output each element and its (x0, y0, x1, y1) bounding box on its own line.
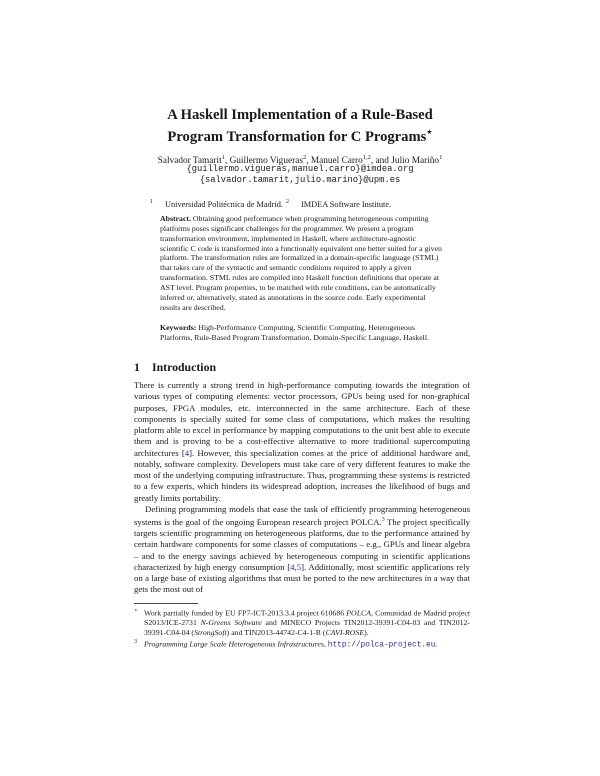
intro-body (134, 380, 470, 596)
abstract-label: Abstract. (160, 214, 191, 223)
footnote-funding: ⋆ Work partially funded by EU FP7-ICT-2013.3.4 project 610686 POLCA, Comunidad de Madrid project S2013/ICE-2731 N-Greens Software and MINECO Projects TIN2012-39391-C04-03 and TIN2012-39391-C04-04 (StrongSoft) and TIN2013-44742-C4-1-R (CAVI-ROSE). (134, 608, 471, 638)
abstract (160, 214, 446, 312)
citation-link[interactable]: 4,5 (290, 561, 302, 572)
email-line: {guillermo.vigueras,manuel.carro}@imdea.org (186, 164, 414, 174)
footnotes (134, 607, 470, 651)
author-list: Salvador Tamarit$^1$, Guillermo Vigueras$^2$, Manuel Carro$^{1,2}$, and Julio Mariño$^1$ (157, 154, 443, 167)
paragraph: There is currently a strong trend in high-performance computing towards the integration of various types of computing elements: vector processors, GPUs being used for non-graphical purposes, FPGA modules, etc. interconnected in the same architecture. Each of these components is specially suited for some class of computations, which makes the resulting platform able to excel in performance by mapping computations to the unit best able to execute them and is proving to be a cost-effective alternative to more traditional supercomputing architectures [4]. However, this specialization comes at the price of additional hardware and, notably, software complexity. Developers must take care of very different features to make the most of the underlying computing infrastructure. Thus, programming these systems is restricted to a few experts, which hinders its widespread adoption, increases the likelihood of bugs and greatly limits portability. (134, 380, 471, 503)
footnote-ref[interactable]: 3 (381, 517, 385, 523)
section-heading (134, 360, 474, 374)
paper-title: A Haskell Implementation of a Rule-Based Program Transformation for C Programs⋆ (167, 107, 433, 145)
paragraph: Defining programming models that ease the task of efficiently programming heterogeneous systems is the goal of the ongoing European research project POLCA.$^3$ The project specifically targets scientific programming on heterogeneous platforms, due to the performance attained by certain hardware components for some classes of computations – e.g., GPUs and linear algebra – and to the energy savings achieved by heterogeneous computing in scientific applications characterized by high energy consumption [4,5]. Additionally, most scientific applications rely on a large base of existing algorithms that must be ported to the new architectures in a way that gets the most out of (134, 503, 470, 595)
affiliation-2: $^2$ IMDEA Software Institute. (286, 199, 392, 209)
title-footnote-marker: ⋆ (426, 127, 433, 138)
author-name: Julio Mariño (391, 156, 440, 167)
section-title: Introduction (152, 360, 217, 374)
email-line: {salvador.tamarit,julio.marino}@upm.es (199, 175, 401, 185)
author-name: Guillermo Vigueras (229, 156, 303, 167)
affiliation-1: $^1$ Universidad Politécnica de Madrid. (150, 199, 283, 209)
keywords-text: High-Performance Computing, Scientific Computing, Heterogeneous Platforms, Rule-Based Program Transformation, Domain-Specific Language, Haskell. (160, 323, 429, 342)
keywords-label: Keywords: (160, 323, 197, 332)
footnote-divider (134, 603, 198, 604)
author-name: Salvador Tamarit (157, 156, 222, 167)
affiliations (150, 197, 450, 210)
abstract-text: Obtaining good performance when programming heterogeneous computing platforms poses significant challenges for the programmer. We present a program transformation environment, implemented in Haskell, where architecture-agnostic scientific C code is transformed into a functionally equivalent one better suited for a given platform. The transformation rules are formalized in a domain-specific language (STML) that takes care of the syntactic and semantic conditions required to apply a given transformation. STML rules are compiled into Haskell function definitions that operate at AST level. Program properties, to be matched with rule conditions, can be automatically inferred or, alternatively, stated as annotations in the source code. Early experimental results are described. (160, 214, 442, 312)
section-number: 1 (134, 360, 140, 374)
citation-link[interactable]: 4 (184, 447, 190, 458)
author-name: Manuel Carro (310, 156, 363, 167)
author-emails (90, 164, 510, 186)
project-url-link[interactable]: http://polca-project.eu (327, 641, 436, 650)
footnote-polca: $^3$ Programming Large Scale Heterogeneous Infrastructures, http://polca-project.eu. (134, 638, 438, 650)
keywords (160, 323, 446, 343)
